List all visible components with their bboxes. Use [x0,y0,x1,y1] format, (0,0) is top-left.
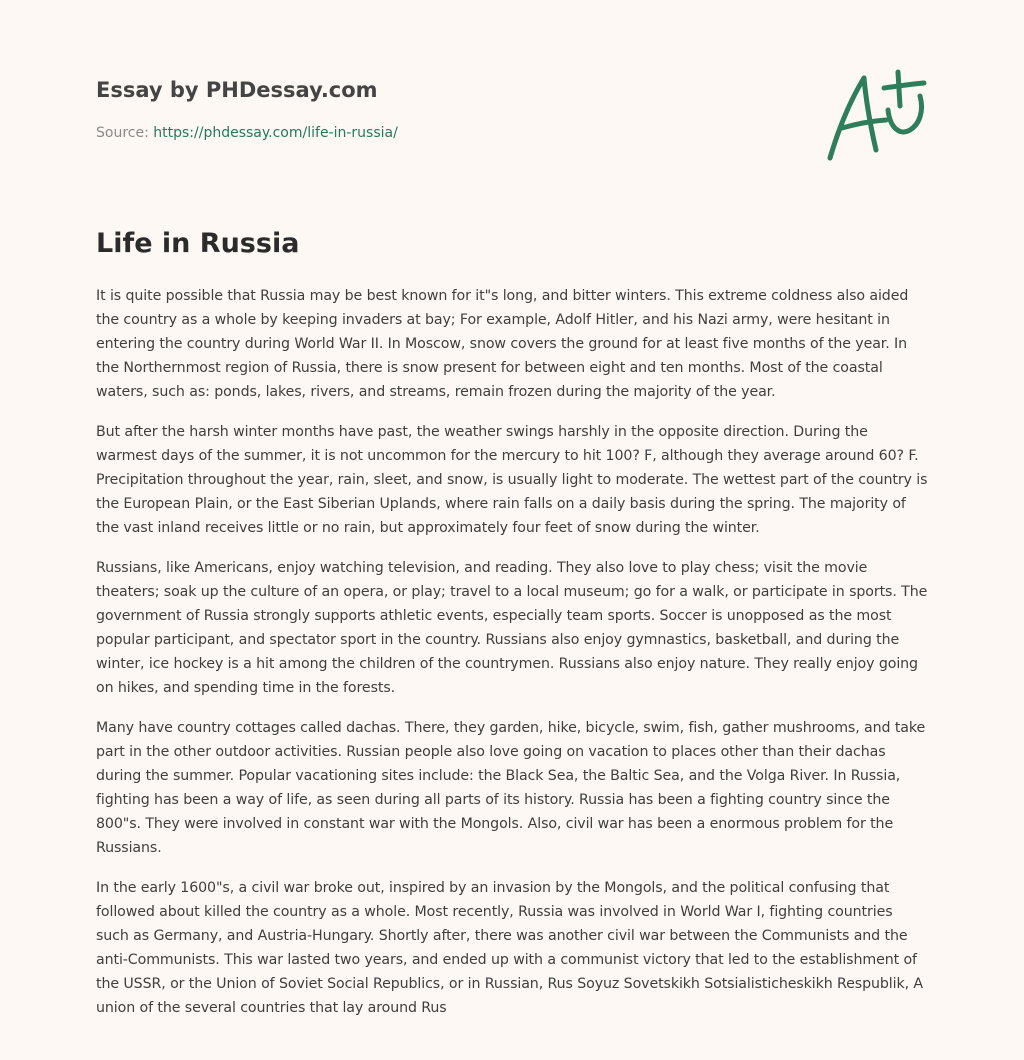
essay-body [96,284,928,1036]
source-line [96,124,796,142]
essay-title: Life in Russia [96,228,300,259]
source-label: Source: [96,125,154,141]
source-link[interactable]: https://phdessay.com/life-in-russia/ [153,125,398,141]
paragraph: In the early 1600"s, a civil war broke out, inspired by an invasion by the Mongols, and the political confusing that followed about killed the country as a whole. Most recently, Russia was involved in World War I, fighting countries such as Germany, and Austria-Hungary. Shortly after, there was another civil war between the Communists and the anti-Communists. This war lasted two years, and ended up with a communist victory that led to the establishment of the USSR, or the Union of Soviet Social Republics, or in Russian, Rus Soyuz Sovetskikh Sotsialisticheskikh Respublik, A union of the several countries that lay around Rus [96,880,924,1016]
site-title: Essay by PHDessay.com [96,78,378,102]
paragraph: But after the harsh winter months have past, the weather swings harshly in the opposite direction. During the warmest days of the summer, it is not uncommon for the mercury to hit 100? F, although they average around 60? F. Precipitation throughout the year, rain, sleet, and snow, is usually light to moderate. The wettest part of the country is the European Plain, or the East Siberian Uplands, where rain falls on a daily basis during the spring. The majority of the vast inland receives little or no rain, but approximately four feet of snow during the winter. [96,424,928,536]
page-header [96,76,796,142]
a-plus-logo-icon [820,66,930,166]
paragraph: Many have country cottages called dachas. There, they garden, hike, bicycle, swim, fish, gather mushrooms, and take part in the other outdoor activities. Russian people also love going on vacation to places other than their dachas during the summer. Popular vacationing sites include: the Black Sea, the Baltic Sea, and the Volga River. In Russia, fighting has been a way of life, as seen during all parts of its history. Russia has been a fighting country since the 800"s. They were involved in constant war with the Mongols. Also, civil war has been a enormous problem for the Russians. [96,720,926,856]
paragraph: It is quite possible that Russia may be best known for it"s long, and bitter winters. This extreme coldness also aided the country as a whole by keeping invaders at bay; For example, Adolf Hitler, and his Nazi army, were hesitant in entering the country during World War II. In Moscow, snow covers the ground for at least five months of the year. In the Northernmost region of Russia, there is snow present for between eight and ten months. Most of the coastal waters, such as: ponds, lakes, rivers, and streams, remain frozen during the majority of the year. [96,288,909,400]
paragraph: Russians, like Americans, enjoy watching television, and reading. They also love to play chess; visit the movie theaters; soak up the culture of an opera, or play; travel to a local museum; go for a walk, or participate in sports. The government of Russia strongly supports athletic events, especially team sports. Soccer is unopposed as the most popular participant, and spectator sport in the country. Russians also enjoy gymnastics, basketball, and during the winter, ice hockey is a hit among the children of the countrymen. Russians also enjoy nature. They really enjoy going on hikes, and spending time in the forests. [96,560,928,696]
